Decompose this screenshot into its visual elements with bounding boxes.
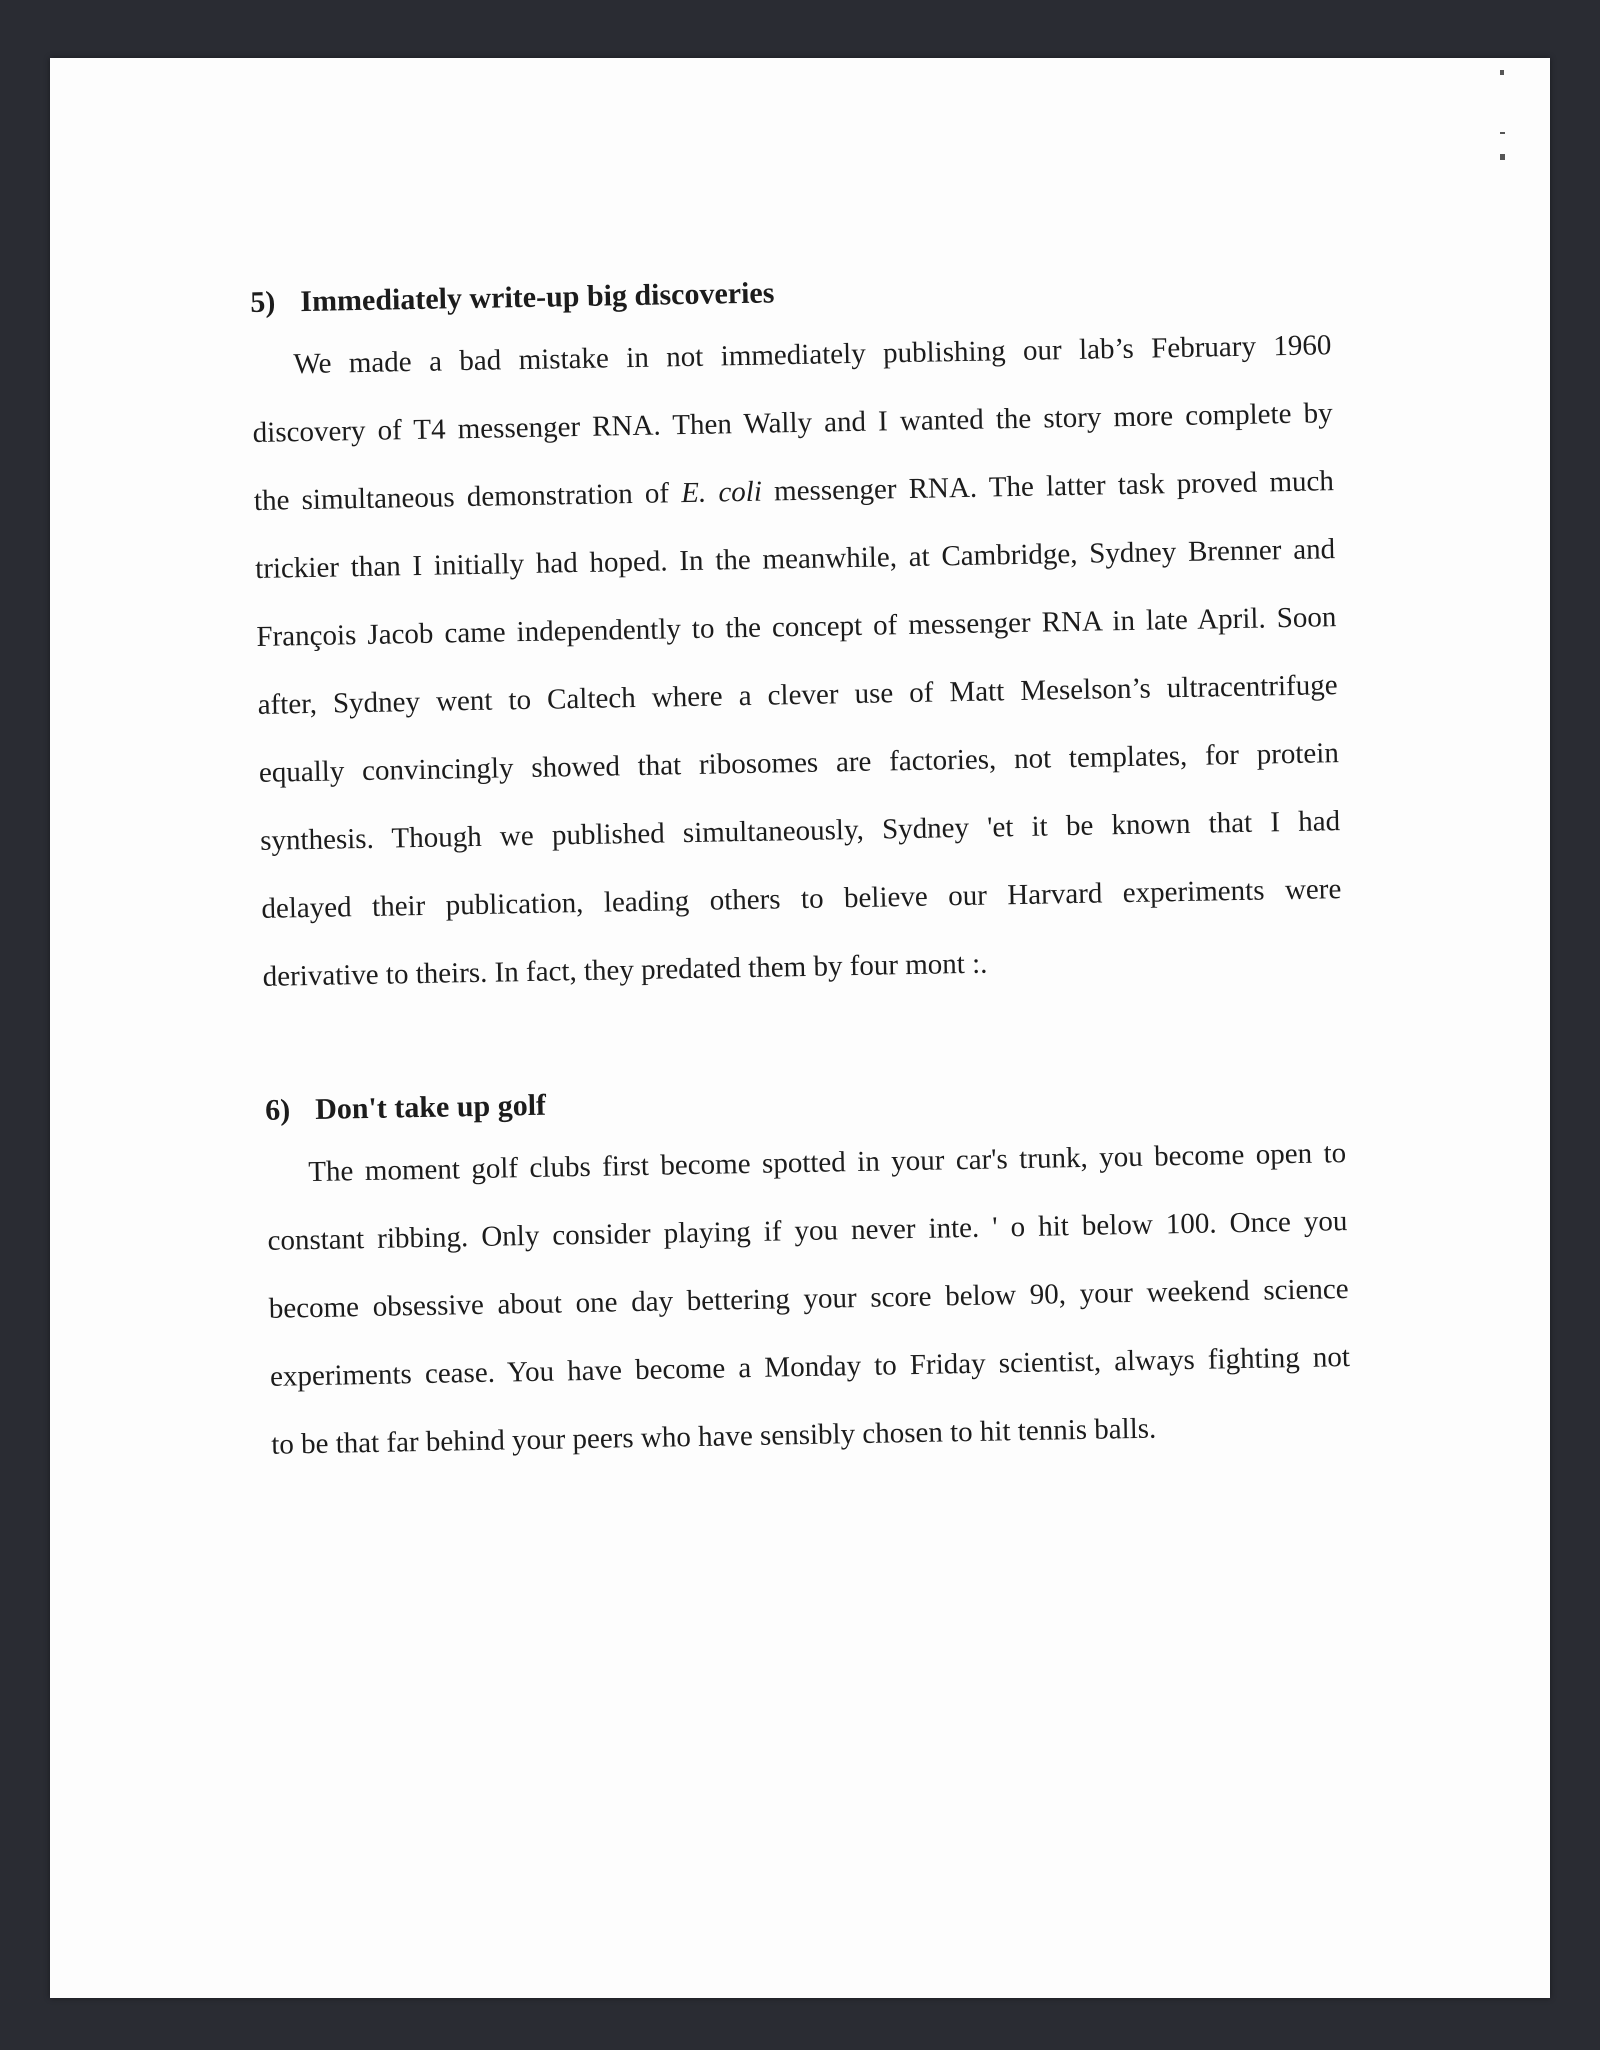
text-line: equally convincingly showed that ribosomes are factories, not templates, for protein xyxy=(258,737,1340,789)
text-line: experiments cease. You have become a Monday to Friday scientist, always fighting not xyxy=(269,1341,1351,1393)
text-line: constant ribbing. Only consider playing if you never inte. ' o hit below 100. Once you xyxy=(267,1205,1348,1257)
section-paragraph xyxy=(266,1119,1352,1479)
text-line: after, Sydney went to Caltech where a clever use of Matt Meselson’s ultracentrifuge xyxy=(257,669,1338,721)
section-title: Don't take up golf xyxy=(314,1088,547,1126)
section-6 xyxy=(265,1071,1352,1479)
text-line: become obsessive about one day bettering your score below 90, your weekend science xyxy=(268,1273,1349,1325)
margin-mark-top xyxy=(1500,70,1504,75)
margin-mark-mid xyxy=(1500,132,1505,134)
text-line: François Jacob came independently to the concept of messenger RNA in late April. Soon xyxy=(256,601,1337,653)
text-segment: the simultaneous demonstration of xyxy=(253,477,670,517)
text-line: to be that far behind your peers who have sensibly chosen to hit tennis balls. xyxy=(271,1412,1157,1461)
text-segment: messenger RNA. The latter task proved much xyxy=(773,465,1335,508)
text-line: The moment golf clubs first become spotted in your car's trunk, you become open to xyxy=(308,1137,1347,1189)
text-line: trickier than I initially had hoped. In the meanwhile, at Cambridge, Sydney Brenner and xyxy=(254,533,1336,585)
margin-mark-arrow xyxy=(1500,154,1505,160)
section-number: 5) xyxy=(250,285,276,319)
text-line: synthesis. Though we published simultaneously, Sydney 'et it be known that I had xyxy=(259,805,1341,857)
text-line: discovery of T4 messenger RNA. Then Wally and I wanted the story more complete by xyxy=(252,397,1333,449)
italic-term: E. coli xyxy=(680,475,763,510)
section-title: Immediately write-up big discoveries xyxy=(300,276,775,319)
document-page xyxy=(50,58,1550,1998)
text-line: derivative to theirs. In fact, they predated them by four mont :. xyxy=(262,947,988,993)
section-paragraph xyxy=(251,311,1343,1011)
section-number: 6) xyxy=(264,1093,291,1127)
text-line: We made a bad mistake in not immediately publishing our lab’s February 1960 xyxy=(293,329,1332,381)
document-body xyxy=(250,263,1352,1479)
text-line: delayed their publication, leading others to believe our Harvard experiments were xyxy=(261,873,1342,925)
section-5 xyxy=(250,263,1343,1011)
